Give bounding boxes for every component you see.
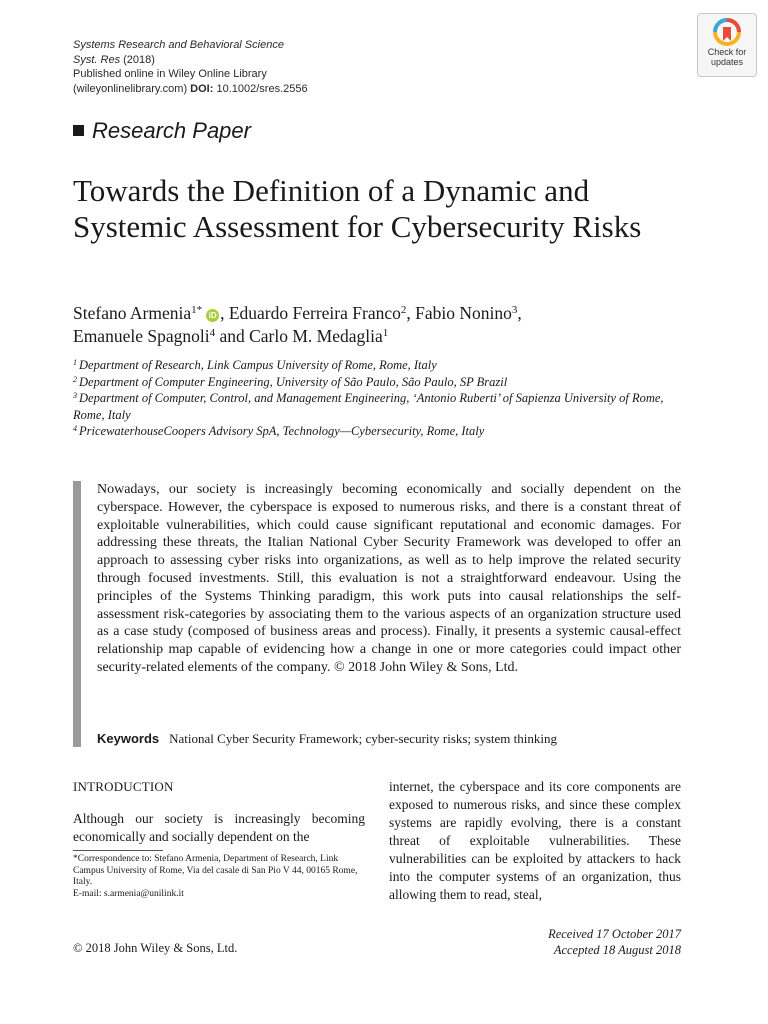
journal-citation	[73, 53, 308, 68]
author-sup: 1*	[191, 304, 203, 316]
keywords-text: National Cyber Security Framework; cyber-security risks; system thinking	[169, 731, 557, 746]
affiliation-item: $^3$ Department of Computer, Control, and Management Engineering, ‘Antonio Ruberti’ of Sapienza University of Rome, Rome, Italy	[73, 391, 664, 422]
journal-name: Systems Research and Behavioral Science	[73, 39, 284, 51]
author-name[interactable]: Emanuele Spagnoli	[73, 326, 210, 346]
affiliation-item: $^4$ PricewaterhouseCoopers Advisory SpA, Technology—Cybersecurity, Rome, Italy	[73, 424, 485, 438]
footnote-divider	[73, 850, 163, 851]
author-sup: 2	[400, 304, 407, 316]
author-name[interactable]: Stefano Armenia	[73, 303, 192, 323]
author-name[interactable]: Carlo M. Medaglia	[249, 326, 383, 346]
square-bullet-icon	[73, 125, 84, 136]
article-type	[73, 118, 251, 144]
author-name[interactable]: Fabio Nonino	[415, 303, 512, 323]
keywords-label: Keywords	[97, 731, 160, 746]
author-list: Stefano Armenia$^{1*}$ iD , Eduardo Ferreira Franco$^2$, Fabio Nonino$^3$, Emanuele Spagnoli$^4$ and Carlo M. Medaglia$^1$	[73, 303, 522, 346]
crossmark-icon	[713, 18, 741, 48]
accepted-date: Accepted 18 August 2018	[553, 942, 681, 957]
journal-header	[73, 38, 308, 96]
doi-value[interactable]: 10.1002/sres.2556	[216, 82, 308, 95]
check-for-updates-badge[interactable]	[697, 13, 757, 77]
author-sup: 1	[382, 327, 389, 339]
author-sup: 4	[209, 327, 216, 339]
journal-year: (2018)	[123, 53, 155, 66]
correspondence-email[interactable]: E-mail: s.armenia@unilink.it	[73, 888, 184, 899]
affiliation-item: $^2$ Department of Computer Engineering, University of São Paulo, São Paulo, SP Brazil	[73, 374, 508, 389]
keywords-line	[97, 731, 681, 747]
site-link[interactable]: (wileyonlinelibrary.com)	[73, 82, 188, 95]
crossmark-line2: updates	[710, 56, 744, 67]
received-dates	[548, 927, 681, 958]
published-online: Published online in Wiley Online Library	[73, 68, 267, 80]
affiliations	[73, 357, 688, 440]
abstract-text: Nowadays, our society is increasingly becoming economically and socially dependent on the cyberspace. However, the cyberspace is exposed to numerous risks, and there is a constant threat of exploitable vulnerabilities, which could cause significant reputational and economic damages. For addressing these threats, the Italian National Cyber Security Framework was developed to offer an approach to assessing cyber risks into organizations, as well as to help improve the related security through focused investments. Still, this evaluation is not a straightforward endeavour. Using the principles of the Systems Thinking paradigm, this work puts into causal relationships the self-assessment risk-categories by associating them to the various aspects of an organization structure used as a case study (composed of business areas and process). Finally, it presents a systemic causal-effect relationship map capable of evidencing how a change in one or more categories could impact other security-related elements of the company. © 2018 John Wiley & Sons, Ltd.	[97, 482, 681, 675]
journal-abbrev: Syst. Res	[73, 53, 121, 66]
doi-line	[73, 82, 308, 97]
crossmark-line1: Check for	[707, 47, 747, 57]
copyright-notice: © 2018 John Wiley & Sons, Ltd.	[73, 941, 238, 955]
abstract-sidebar-rule	[73, 481, 81, 747]
doi-label: DOI:	[190, 82, 214, 95]
correspondence-footnote	[73, 854, 365, 900]
paper-title: Towards the Definition of a Dynamic and Systemic Assessment for Cybersecurity Risks	[73, 173, 642, 244]
author-sup: 3	[511, 304, 518, 316]
section-heading-introduction: INTRODUCTION	[73, 779, 174, 794]
article-type-label: Research Paper	[92, 118, 251, 143]
introduction-left-column: Although our society is increasingly becoming economically and socially dependent on the	[73, 811, 365, 844]
received-date: Received 17 October 2017	[548, 927, 681, 941]
orcid-icon[interactable]: iD	[206, 309, 219, 322]
introduction-right-column: internet, the cyberspace and its core components are exposed to numerous risks, and since these complex systems are rapidly evolving, there is a constant threat of exploitable vulnerabilities. These vulnerabilities can be exploited by attackers to hack into the computer systems of an organization, thus allowing them to read, steal,	[389, 779, 681, 902]
correspondence-text: *Correspondence to: Stefano Armenia, Department of Research, Link Campus University of Rome, Via del casale di San Pio V 44, 00165 Rome, Italy.	[73, 854, 358, 887]
author-name[interactable]: Eduardo Ferreira Franco	[228, 303, 401, 323]
affiliation-item: $^1$ Department of Research, Link Campus University of Rome, Rome, Italy	[73, 358, 437, 372]
